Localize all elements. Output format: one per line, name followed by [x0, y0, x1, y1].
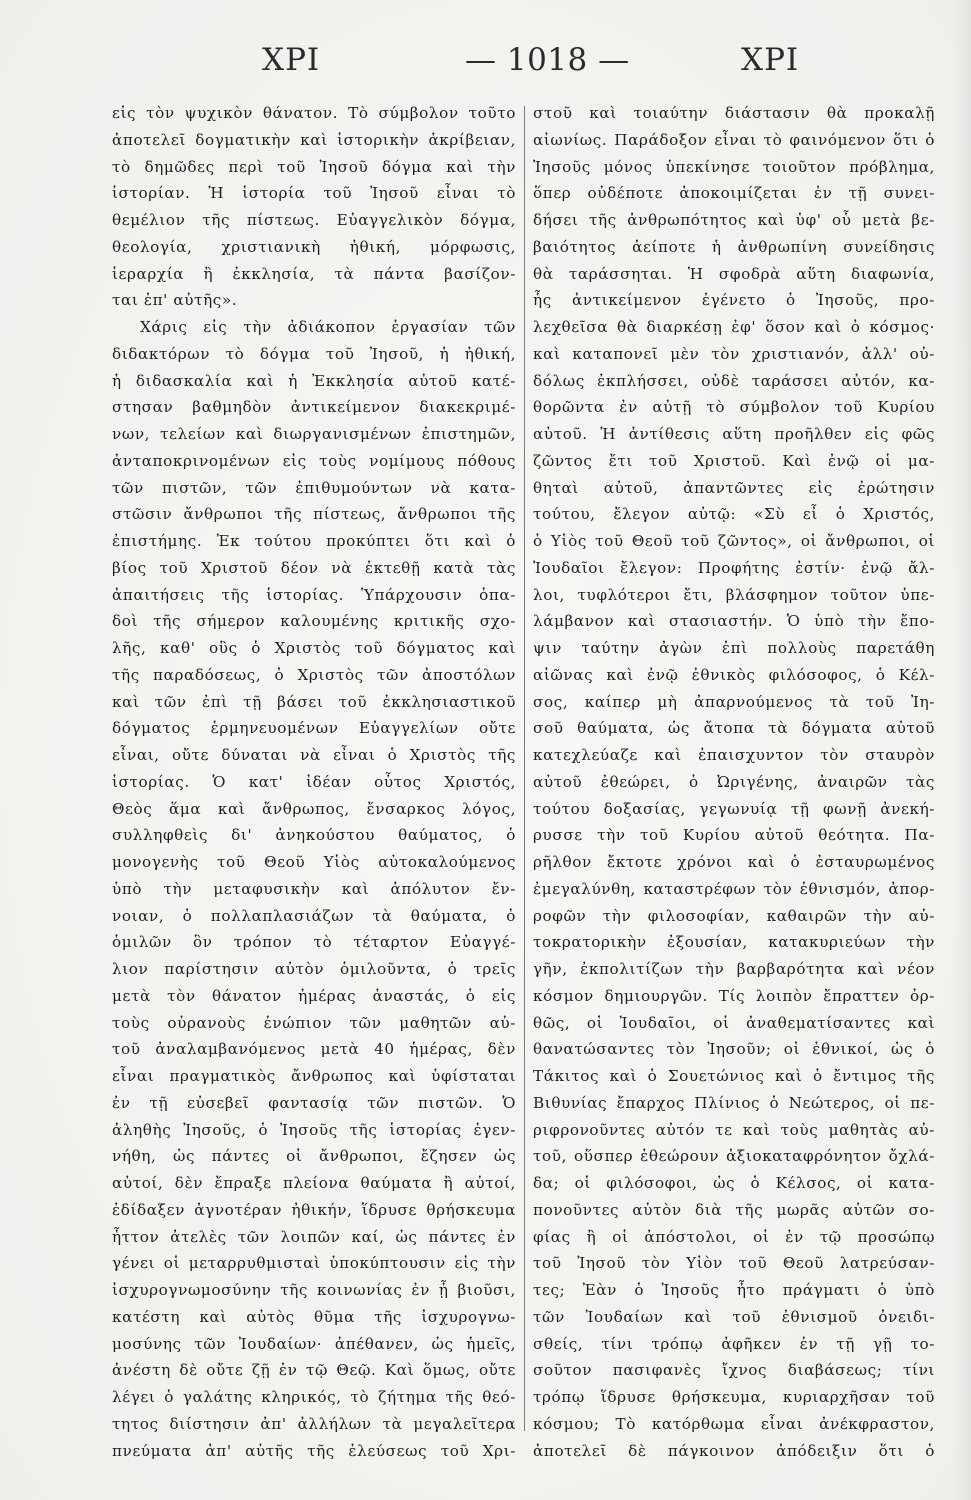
- text-line: καὶ τῶν ἐπὶ τῇ βάσει τοῦ ἐκκλησιαστικοῦ: [112, 692, 516, 711]
- text-line: κατέστη καὶ αὐτὸς θῦμα τῆς ἰσχυρογνω-: [112, 1307, 516, 1326]
- text-line: ὁμιλῶν ὃν τρόπον τὸ τέταρτον Εὐαγγέ-: [112, 933, 516, 952]
- text-line: σθείς, τίνι τρόπῳ ἀφῆκεν ἐν τῇ γῇ το-: [533, 1334, 935, 1353]
- right-text-column: [533, 100, 935, 1464]
- text-line: θανατώσαντες τὸν Ἰησοῦν; οἱ ἐθνικοί, ὡς ὁ: [533, 1040, 935, 1059]
- text-line: Χάρις εἰς τὴν ἀδιάκοπον ἐργασίαν τῶν: [140, 318, 516, 336]
- text-line: αἰωνίως. Παράδοξον εἶναι τὸ φαινόμενον ὅτι ὁ: [533, 130, 935, 149]
- text-line: εἶναι, οὔτε δύναται νὰ εἶναι ὁ Χριστὸς τῆς: [112, 746, 516, 764]
- text-line: ριφρονοῦντες αὐτόν τε καὶ τοὺς μαθητὰς αὐ-: [533, 1120, 935, 1139]
- text-line: διδακτόρων τὸ δόγμα τοῦ Ἰησοῦ, ἡ ἠθική,: [112, 344, 516, 363]
- text-line: τοὺς οὐρανοὺς ἐνώπιον τῶν μαθητῶν αὐ-: [112, 1013, 516, 1032]
- text-line: Τάκιτος καὶ ὁ Σουετώνιος καὶ ὁ ἔντιμος τῆς: [533, 1067, 935, 1085]
- text-line: τῶν πιστῶν, τῶν ἐπιθυμούντων νὰ κατα-: [112, 478, 516, 497]
- text-line: ἀληθὴς Ἰησοῦς, ὁ Ἰησοῦς τῆς ἱστορίας ἐγεν-: [112, 1120, 516, 1139]
- page-edge-shadow: [953, 0, 971, 1500]
- page-number: — 1018 —: [465, 42, 630, 78]
- text-line: ἰσχυρογνωμοσύνην τῆς κοινωνίας ἐν ᾗ βιοῦσι,: [112, 1281, 516, 1299]
- text-line: βαιότητος ἀείποτε ἡ ἀνθρωπίνη συνείδησις: [533, 237, 935, 256]
- text-line: συλληφθεὶς δι' ἀνηκούστου θαύματος, ὁ: [112, 826, 516, 845]
- text-line: ρῆλθον ἔκτοτε χρόνοι καὶ ὁ ἐσταυρωμένος: [533, 853, 935, 871]
- text-line: θὰ ταράσσηται. Ἡ σφοδρὰ αὕτη διαφωνία,: [533, 264, 935, 283]
- text-line: νήθη, ὡς πάντες οἱ ἄνθρωποι, ἔζησεν ὡς: [112, 1147, 516, 1166]
- running-header: [0, 42, 971, 92]
- text-line: εἰς τὸν ψυχικὸν θάνατον. Τὸ σύμβολον τοῦτο: [112, 104, 516, 122]
- text-line: αὐτοῦ. Ἡ ἀντίθεσις αὕτη προῆλθεν εἰς φῶς: [533, 425, 935, 443]
- text-line: Ἰουδαῖοι ἔλεγον: Προφήτης ἐστίν· ἐνῷ ἄλ-: [533, 558, 935, 577]
- text-line: σοῦ θαύματα, ὡς ἄτοπα τὰ δόγματα αὐτοῦ: [533, 719, 935, 738]
- text-line: ται ἐπ' αὐτῆς».: [112, 291, 238, 310]
- text-line: τοῦ ἀναλαμβανόμενος μετὰ 40 ἡμέρας, δὲν: [112, 1040, 516, 1059]
- text-line: δήσει τῆς ἀνθρωπότητος καὶ ὑφ' οὗ μετὰ βε-: [533, 211, 935, 229]
- text-line: Θεὸς ἅμα καὶ ἄνθρωπος, ἔνσαρκος λόγος,: [112, 799, 516, 818]
- text-line: πονοῦντες αὐτὸν διὰ τῆς μωρᾶς αὐτῶν σο-: [533, 1200, 935, 1219]
- text-line: ἱστορίαν. Ἡ ἱστορία τοῦ Ἰησοῦ εἶναι τὸ: [112, 184, 516, 203]
- text-line: τῶν Ἰουδαίων καὶ τοῦ ἐθνισμοῦ ὀνειδι-: [533, 1307, 935, 1326]
- left-text-column: [112, 100, 516, 1464]
- header-right-keyword: ΧΡΙ: [741, 42, 800, 78]
- text-line: θῶς, οἱ Ἰουδαῖοι, οἱ ἀναθεματίσαντες καὶ: [533, 1013, 935, 1032]
- text-line: ὅπερ οὐδέποτε ἀποκοιμίζεται ἐν τῇ συνει-: [533, 184, 935, 203]
- text-line: τοῦ, οὕσπερ ἐθεώρουν ἀξιοκαταφρόνητον ὄχλά-: [533, 1147, 935, 1166]
- text-line: μετὰ τὸν θάνατον ἡμέρας ἀναστάς, ὁ εἰς: [112, 986, 516, 1005]
- text-line: ἀνταποκρινομένων εἰς τοὺς νομίμους πόθους: [112, 451, 516, 470]
- header-left-keyword: ΧΡΙ: [262, 42, 321, 78]
- text-line: στοῦ καὶ τοιαύτην διάστασιν θὰ προκαλῇ: [533, 104, 935, 122]
- text-line: λάμβανον καὶ στασιαστήν. Ὁ ὑπὸ τὴν ἔπο-: [533, 612, 935, 631]
- text-line: εἶναι πραγματικὸς ἄνθρωπος καὶ ὑφίσταται: [112, 1067, 516, 1085]
- text-line: αἰῶνας καὶ ἐνῷ ἐθνικὸς φιλόσοφος, ὁ Κέλ-: [533, 665, 935, 684]
- text-line: βίος τοῦ Χριστοῦ δέον νὰ ἐκτεθῇ κατὰ τὰς: [112, 558, 516, 577]
- text-line: λεχθεῖσα θὰ διαρκέσῃ ἐφ' ὅσον καὶ ὁ κόσμος·: [533, 318, 935, 336]
- text-line: γένει οἱ μεταρρυθμισταὶ ὑποκύπτουσιν εἰς τὴν: [112, 1254, 516, 1273]
- text-line: Ἰησοῦς μόνος ὑπεκίνησε τοιοῦτον πρόβλημα,: [533, 157, 935, 176]
- text-line: ρυσσε τὴν τοῦ Κυρίου αὐτοῦ θεότητα. Πα-: [533, 826, 935, 845]
- text-line: ἐμεγαλύνθη, καταστρέφων τὸν ἐθνισμόν, ἀπορ-: [533, 879, 935, 898]
- text-line: τρόπῳ ἵδρυσε θρήσκευμα, κυριαρχῆσαν τοῦ: [533, 1388, 935, 1406]
- text-line: νων, τελείων καὶ διωργανισμένων ἐπιστημῶν,: [112, 425, 516, 443]
- text-line: Βιθυνίας ἔπαρχος Πλίνιος ὁ Νεώτερος, οἱ πε-: [533, 1093, 935, 1112]
- column-divider: [524, 106, 525, 1431]
- text-line: κόσμον δημιουργῶν. Τίς λοιπὸν ἔπραττεν ὀρ-: [533, 986, 935, 1005]
- text-line: θηταὶ αὐτοῦ, ἀπαντῶντες εἰς ἐρώτησιν: [533, 478, 935, 497]
- text-line: λιον παρίστησιν αὐτὸν ὁμιλοῦντα, ὁ τρεῖς: [112, 960, 516, 978]
- text-line: δόγματος ἑρμηνευομένων Εὐαγγελίων οὔτε: [112, 719, 516, 738]
- text-line: κατεχλεύαζε καὶ ἐπαισχυντον τὸν σταυρὸν: [533, 746, 935, 764]
- text-line: τες; Ἐὰν ὁ Ἰησοῦς ἦτο πράγματι ὁ ὑπὸ: [533, 1281, 935, 1299]
- text-line: ἐν τῇ εὐσεβεῖ φαντασίᾳ τῶν πιστῶν. Ὁ: [112, 1093, 516, 1112]
- text-line: ἀνέστη δὲ οὔτε ζῇ ἐν τῷ Θεῷ. Καὶ ὅμως, οὔτε: [112, 1361, 516, 1380]
- text-line: αὐτοί, δὲν ἔπραξε πλείονα θαύματα ἢ αὐτοί,: [112, 1174, 516, 1192]
- text-line: ἡ διδασκαλία καὶ ἡ Ἐκκλησία αὐτοῦ κατέ-: [112, 371, 516, 390]
- text-line: ὁ Υἱὸς τοῦ Θεοῦ τοῦ ζῶντος», οἱ ἄνθρωποι, οἱ: [533, 532, 935, 550]
- text-line: δόλως ἐκπλήσσει, οὐδὲ ταράσσει αὐτόν, κα-: [533, 371, 935, 390]
- text-line: νοιαν, ὁ πολλαπλασιάζων τὰ θαύματα, ὁ: [112, 906, 516, 925]
- text-line: τὸ δημῶδες περὶ τοῦ Ἰησοῦ δόγμα καὶ τὴν: [112, 157, 516, 176]
- text-line: τοῦ Ἰησοῦ τὸν Υἱὸν τοῦ Θεοῦ λατρεύσαν-: [533, 1254, 935, 1273]
- text-line: λῆς, καθ' οὓς ὁ Χριστὸς τοῦ δόγματος καὶ: [112, 639, 516, 657]
- text-line: αὐτοῦ ἐθεώρει, ὁ Ὠριγένης, ἀναιρῶν τὰς: [533, 772, 935, 791]
- text-line: στησαν βαθμηδὸν ἀντικείμενον διακεκριμέ-: [112, 398, 516, 417]
- text-line: στῶσιν ἄνθρωποι τῆς πίστεως, ἄνθρωποι τῆς: [112, 505, 516, 524]
- text-line: λέγει ὁ γαλάτης κληρικός, τὸ ζήτημα τῆς θεό-: [112, 1388, 516, 1406]
- text-line: θορῶντα ἐν αὐτῇ τὸ σύμβολον τοῦ Κυρίου: [533, 398, 935, 417]
- text-line: ἀπαιτήσεις τῆς ἱστορίας. Ὑπάρχουσιν ὀπα-: [112, 585, 516, 604]
- text-line: σοῦτον πασιφανὲς ἴχνος διαβάσεως; τίνι: [533, 1361, 935, 1380]
- text-line: ἐπιστήμης. Ἐκ τούτου προκύπτει ὅτι καὶ ὁ: [112, 532, 516, 550]
- text-line: τῆς παραδόσεως, ὁ Χριστὸς τῶν ἀποστόλων: [112, 665, 516, 684]
- text-line: τούτου, ἔλεγον αὐτῷ: «Σὺ εἶ ὁ Χριστός,: [533, 505, 935, 524]
- text-line: γῆν, ἐκπολιτίζων τὴν βαρβαρότητα καὶ νέον: [533, 960, 935, 978]
- text-line: ἀποτελεῖ δὲ πάγκοινον ἀπόδειξιν ὅτι ὁ: [533, 1441, 935, 1460]
- text-line: σος, καίπερ μὴ ἀπαρνούμενος τὰ τοῦ Ἰη-: [533, 692, 935, 711]
- text-line: μονογενὴς τοῦ Θεοῦ Υἱὸς αὐτοκαλούμενος: [112, 853, 516, 871]
- text-line: ψιν ταύτην ἀγὼν ἐπὶ πολλοὺς παρετάθη: [533, 639, 935, 657]
- text-line: δα; οἱ φιλόσοφοι, ὡς ὁ Κέλσος, οἱ κατα-: [533, 1174, 935, 1192]
- text-line: ἧττον ἀτελὲς τῶν λοιπῶν καί, ὡς πάντες ἐν: [112, 1227, 516, 1246]
- text-line: ζῶντος ἔτι τοῦ Χριστοῦ. Καὶ ἐνῷ οἱ μα-: [533, 451, 935, 470]
- text-line: φίας ἢ οἱ ἀπόστολοι, οἱ ἐν τῷ προσώπῳ: [533, 1227, 935, 1246]
- text-line: ἱεραρχία ἢ ἐκκλησία, τὰ πάντα βασίζον-: [112, 264, 516, 283]
- text-line: ἧς ἀντικείμενον ἐγένετο ὁ Ἰησοῦς, προ-: [533, 291, 935, 310]
- text-line: τητος διίστησιν ἀπ' ἀλλήλων τὰ μεγαλεῖτερα: [112, 1414, 516, 1433]
- text-line: τούτου δοξασίας, γεγωνυίᾳ τῇ φωνῇ ἀνεκή-: [533, 799, 935, 818]
- text-line: θεμέλιον τῆς πίστεως. Εὐαγγελικὸν δόγμα,: [112, 211, 516, 229]
- text-line: μοσύνης τῶν Ἰουδαίων· ἀπέθανεν, ὡς ἡμεῖς,: [112, 1334, 516, 1353]
- text-line: τοκρατορικὴν ἐξουσίαν, κατακυριεύων τὴν: [533, 933, 935, 952]
- text-line: ροφῶν τὴν φιλοσοφίαν, καθαιρῶν τὴν αὐ-: [533, 906, 935, 925]
- text-line: κόσμου; Τὸ κατόρθωμα εἶναι ἀνέκφραστον,: [533, 1414, 935, 1433]
- text-line: λοι, τυφλότεροι ἔτι, βλάσφημον τοῦτον ὑπε-: [533, 585, 935, 604]
- text-line: πνεύματα ἀπ' αὐτῆς τῆς ἐλεύσεως τοῦ Χρι-: [112, 1441, 516, 1460]
- text-line: ἱστορίας. Ὁ κατ' ἰδέαν οὗτος Χριστός,: [112, 772, 516, 791]
- text-line: καὶ καταπονεῖ μὲν τὸν χριστιανόν, ἀλλ' οὐ-: [533, 344, 935, 363]
- text-line: ὑπὸ τὴν μεταφυσικὴν καὶ ἀπόλυτον ἔν-: [112, 879, 516, 898]
- text-line: ἀποτελεῖ δογματικὴν καὶ ἱστορικὴν ἀκρίβειαν,: [112, 130, 516, 149]
- text-line: δοὶ τῆς σήμερον καλουμένης κριτικῆς σχο-: [112, 612, 516, 631]
- text-line: ἐδίδαξεν ἀγνοτέραν ἠθικήν, ἵδρυσε θρήσκευμα: [112, 1200, 516, 1219]
- text-line: θεολογία, χριστιανικὴ ἠθική, μόρφωσις,: [112, 237, 516, 256]
